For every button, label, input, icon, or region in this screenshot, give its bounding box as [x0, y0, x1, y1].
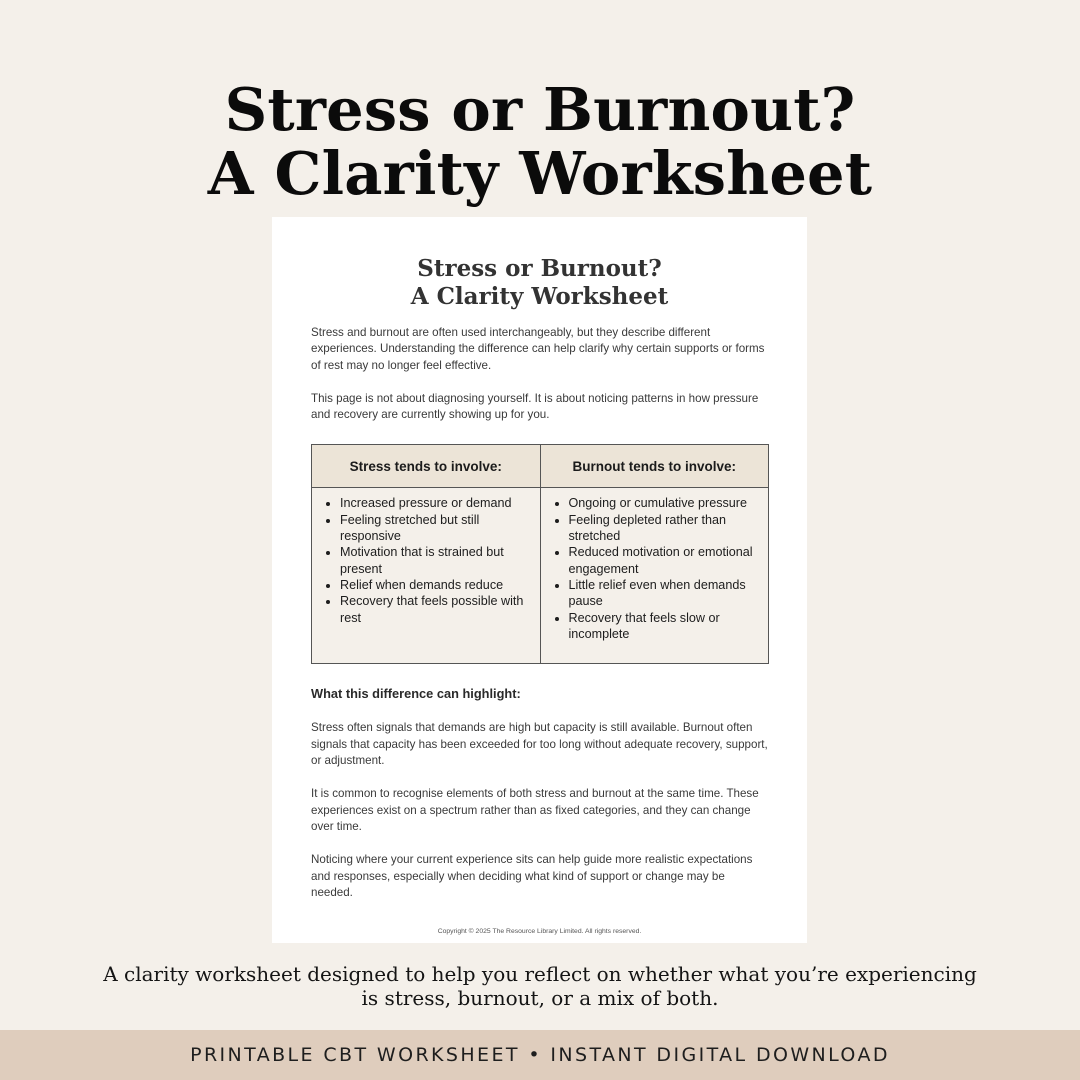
burnout-column-cell: [540, 488, 769, 664]
body-paragraph-3: Noticing where your current experience sits can help guide more realistic expectations and responses, especially when deciding what kind of support or change may be needed.: [311, 853, 753, 899]
list-item: • Relief when demands reduce: [340, 577, 534, 593]
list-item: • Reduced motivation or emotional engagement: [569, 544, 763, 577]
list-item: • Increased pressure or demand: [340, 495, 534, 511]
stress-column-cell: [312, 488, 541, 664]
headline-line-1: Stress or Burnout?: [224, 75, 856, 144]
burnout-list: [549, 495, 763, 642]
body-paragraph-2: It is common to recognise elements of both stress and burnout at the same time. These experiences exist on a spectrum rather than as fixed categories, and they can change over time.: [311, 787, 759, 833]
product-caption: [0, 962, 1080, 1010]
worksheet-title: [311, 255, 768, 311]
caption-line-2: is stress, burnout, or a mix of both.: [361, 986, 719, 1010]
intro-paragraph-2: This page is not about diagnosing yourself. It is about noticing patterns in how pressure and recovery are currently showing up for you.: [311, 391, 759, 422]
list-item: • Feeling depleted rather than stretched: [569, 512, 763, 545]
body-paragraph-1: Stress often signals that demands are high but capacity is still available. Burnout often signals that capacity has been exceeded for too long without adequate recovery, support, or adjustment.: [311, 721, 768, 768]
bottom-banner: PRINTABLE CBT WORKSHEET • INSTANT DIGITAL DOWNLOAD: [0, 1030, 1080, 1080]
caption-line-1: A clarity worksheet designed to help you reflect on whether what you’re experiencing: [103, 962, 977, 986]
worksheet-title-line-2: A Clarity Worksheet: [410, 283, 669, 310]
section-subheading: What this difference can highlight:: [311, 686, 521, 702]
list-item: • Motivation that is strained but present: [340, 544, 534, 577]
stress-column-header: Stress tends to involve:: [312, 445, 541, 488]
comparison-table: [311, 444, 769, 664]
intro-paragraph-1: Stress and burnout are often used interchangeably, but they describe different experiences. Understanding the difference can help clarify why certain supports or forms of rest may no longer feel effective.: [311, 326, 765, 372]
list-item: • Ongoing or cumulative pressure: [569, 495, 763, 511]
list-item: • Little relief even when demands pause: [569, 577, 763, 610]
headline-line-2: A Clarity Worksheet: [207, 139, 873, 208]
stress-list: [320, 495, 534, 625]
list-item: • Recovery that feels slow or incomplete: [569, 610, 763, 643]
table-header-row: [312, 445, 769, 488]
list-item: • Feeling stretched but still responsive: [340, 512, 534, 545]
list-item: • Recovery that feels possible with rest: [340, 593, 534, 626]
worksheet-title-line-1: Stress or Burnout?: [417, 255, 662, 282]
burnout-column-header: Burnout tends to involve:: [540, 445, 769, 488]
page-headline: [0, 75, 1080, 208]
copyright-notice: Copyright © 2025 The Resource Library Limited. All rights reserved.: [437, 928, 642, 935]
table-row: [312, 488, 769, 664]
worksheet-preview: [272, 217, 807, 943]
